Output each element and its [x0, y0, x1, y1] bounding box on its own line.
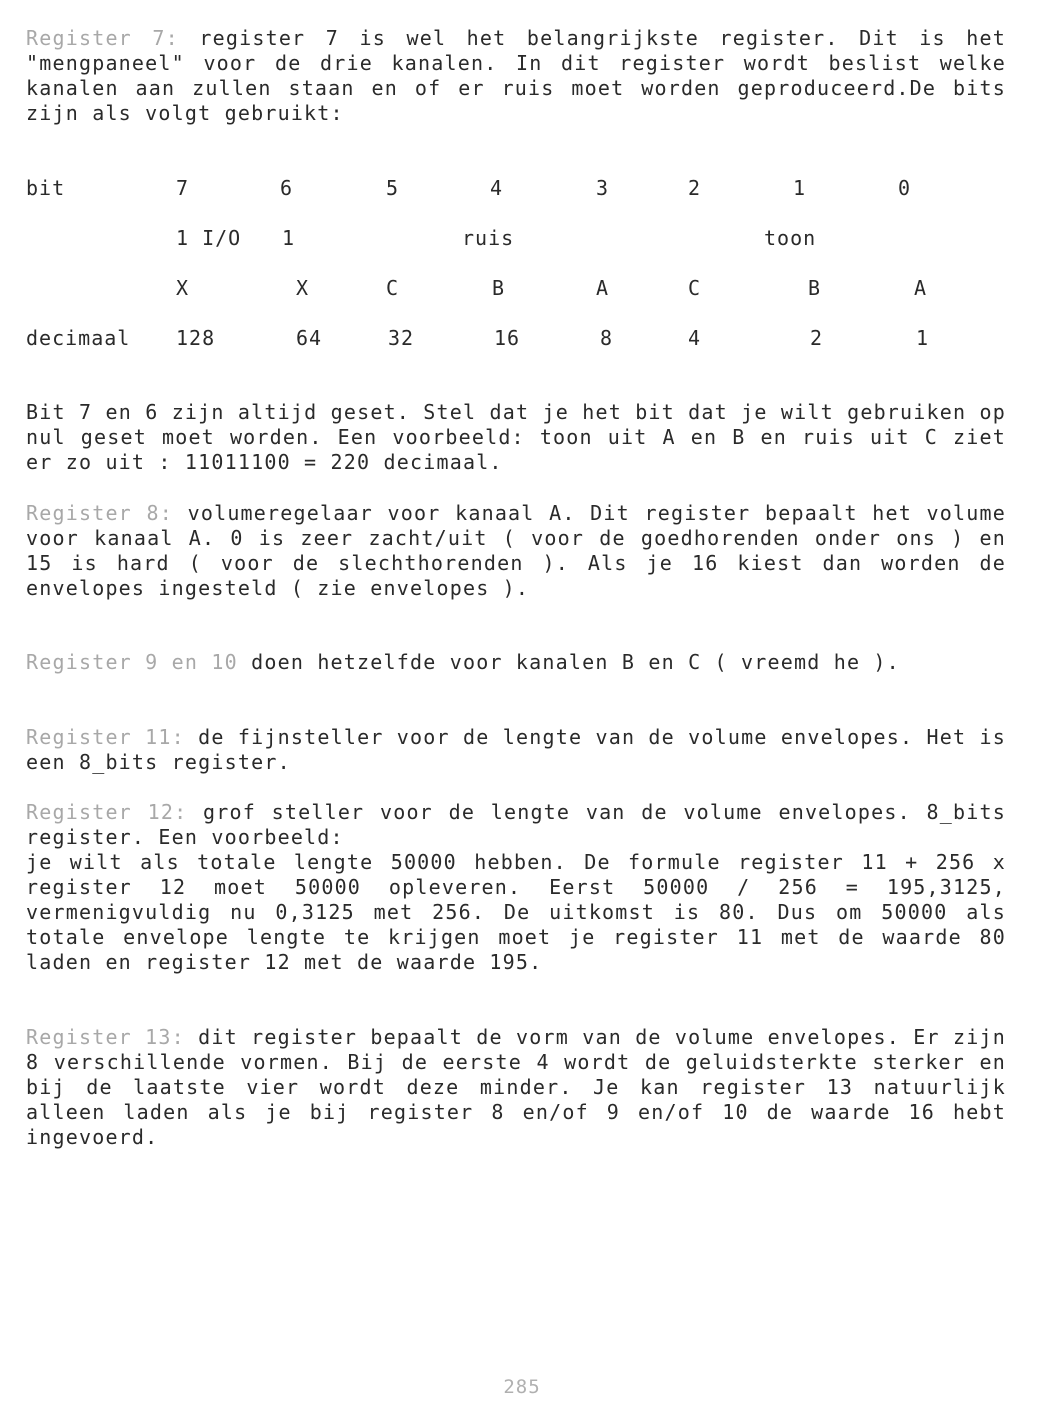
- table-cell: 16: [494, 326, 521, 350]
- table-cell: B: [808, 276, 822, 300]
- table-cell: 2: [688, 176, 702, 200]
- table-cell: 1: [793, 176, 807, 200]
- table-cell: B: [492, 276, 506, 300]
- register-label: Register 12:: [26, 800, 188, 824]
- table-cell: 5: [386, 176, 400, 200]
- paragraph-text: dit register bepaalt de vorm van de volume envelopes. Er zijn 8 verschillende vormen. Bij de eerste 4 wordt de geluidsterkte sterker en bij de laatste vier wordt deze minder. Je kan register 13 natuurlijk alleen laden als je bij register 8 en/of 9 en/of 10 de waarde 16 hebt ingevoerd.: [26, 1025, 1006, 1149]
- paragraph-register-13: [26, 1025, 1006, 1150]
- table-cell: 1 I/O: [176, 226, 242, 250]
- table-cell: 1: [916, 326, 930, 350]
- paragraph-register-8: [26, 501, 1006, 601]
- paragraph-bit-explanation: [26, 400, 1006, 475]
- table-cell: toon: [764, 226, 817, 250]
- table-cell: 128: [176, 326, 216, 350]
- row-label-bit: bit: [26, 176, 66, 200]
- paragraph-register-12: [26, 800, 1006, 975]
- table-cell: 7: [176, 176, 190, 200]
- table-cell: C: [386, 276, 400, 300]
- table-cell: A: [914, 276, 928, 300]
- page-number: 285: [503, 1376, 541, 1398]
- table-cell: 32: [388, 326, 415, 350]
- table-cell: 4: [490, 176, 504, 200]
- table-cell: 8: [600, 326, 614, 350]
- paragraph-register-9-10: [26, 650, 1006, 675]
- paragraph-text: volumeregelaar voor kanaal A. Dit register bepaalt het volume voor kanaal A. 0 is zeer zacht/uit ( voor de goedhorenden onder ons ) en 15 is hard ( voor de slechthorenden ). Als je 16 kiest dan worden de envelopes ingesteld ( zie envelopes ).: [26, 501, 1007, 600]
- table-cell: ruis: [462, 226, 515, 250]
- register-label: Register 7:: [26, 26, 179, 50]
- paragraph-text: doen hetzelfde voor kanalen B en C ( vreemd he ).: [251, 650, 900, 674]
- table-cell: 1: [282, 226, 296, 250]
- table-row-channel: [0, 276, 1044, 306]
- paragraph-text: de fijnsteller voor de lengte van de volume envelopes. Het is een 8_bits register.: [26, 725, 1006, 774]
- table-cell: 64: [296, 326, 323, 350]
- paragraph-text: grof steller voor de lengte van de volume envelopes. 8_bits register. Een voorbeeld:: [26, 800, 1006, 849]
- paragraph-register-11: [26, 725, 1006, 775]
- table-cell: 4: [688, 326, 702, 350]
- register-label: Register 9 en 10: [26, 650, 238, 674]
- table-cell: X: [176, 276, 190, 300]
- row-label-decimaal: decimaal: [26, 326, 131, 350]
- table-cell: 6: [280, 176, 294, 200]
- paragraph-register-7: [26, 26, 1006, 126]
- table-row-bit: [0, 176, 1044, 206]
- table-row-function: [0, 226, 1044, 256]
- table-row-decimal: [0, 326, 1044, 356]
- register-label: Register 13:: [26, 1025, 185, 1049]
- paragraph-text: Bit 7 en 6 zijn altijd geset. Stel dat je het bit dat je wilt gebruiken op nul geset moet worden. Een voorbeeld: toon uit A en B en ruis uit C ziet er zo uit : 11011100 = 220 decimaal.: [26, 400, 1006, 474]
- register-label: Register 8:: [26, 501, 173, 525]
- register-label: Register 11:: [26, 725, 185, 749]
- table-cell: 0: [898, 176, 912, 200]
- table-cell: 2: [810, 326, 824, 350]
- paragraph-text: register 7 is wel het belangrijkste register. Dit is het "mengpaneel" voor de drie kanalen. In dit register wordt beslist welke kanalen aan zullen staan en of er ruis moet worden geproduceerd.De bits zijn als volgt gebruikt:: [26, 26, 1006, 125]
- table-cell: C: [688, 276, 702, 300]
- table-cell: A: [596, 276, 610, 300]
- paragraph-text-example: je wilt als totale lengte 50000 hebben. De formule register 11 + 256 x register 12 moet 50000 opleveren. Eerst 50000 / 256 = 195,3125, vermenigvuldig nu 0,3125 met 256. De uitkomst is 80. Dus om 50000 als totale envelope lengte te krijgen moet je register 11 met de waarde 80 laden en register 12 met de waarde 195.: [26, 850, 1006, 974]
- table-cell: 3: [596, 176, 610, 200]
- table-cell: X: [296, 276, 310, 300]
